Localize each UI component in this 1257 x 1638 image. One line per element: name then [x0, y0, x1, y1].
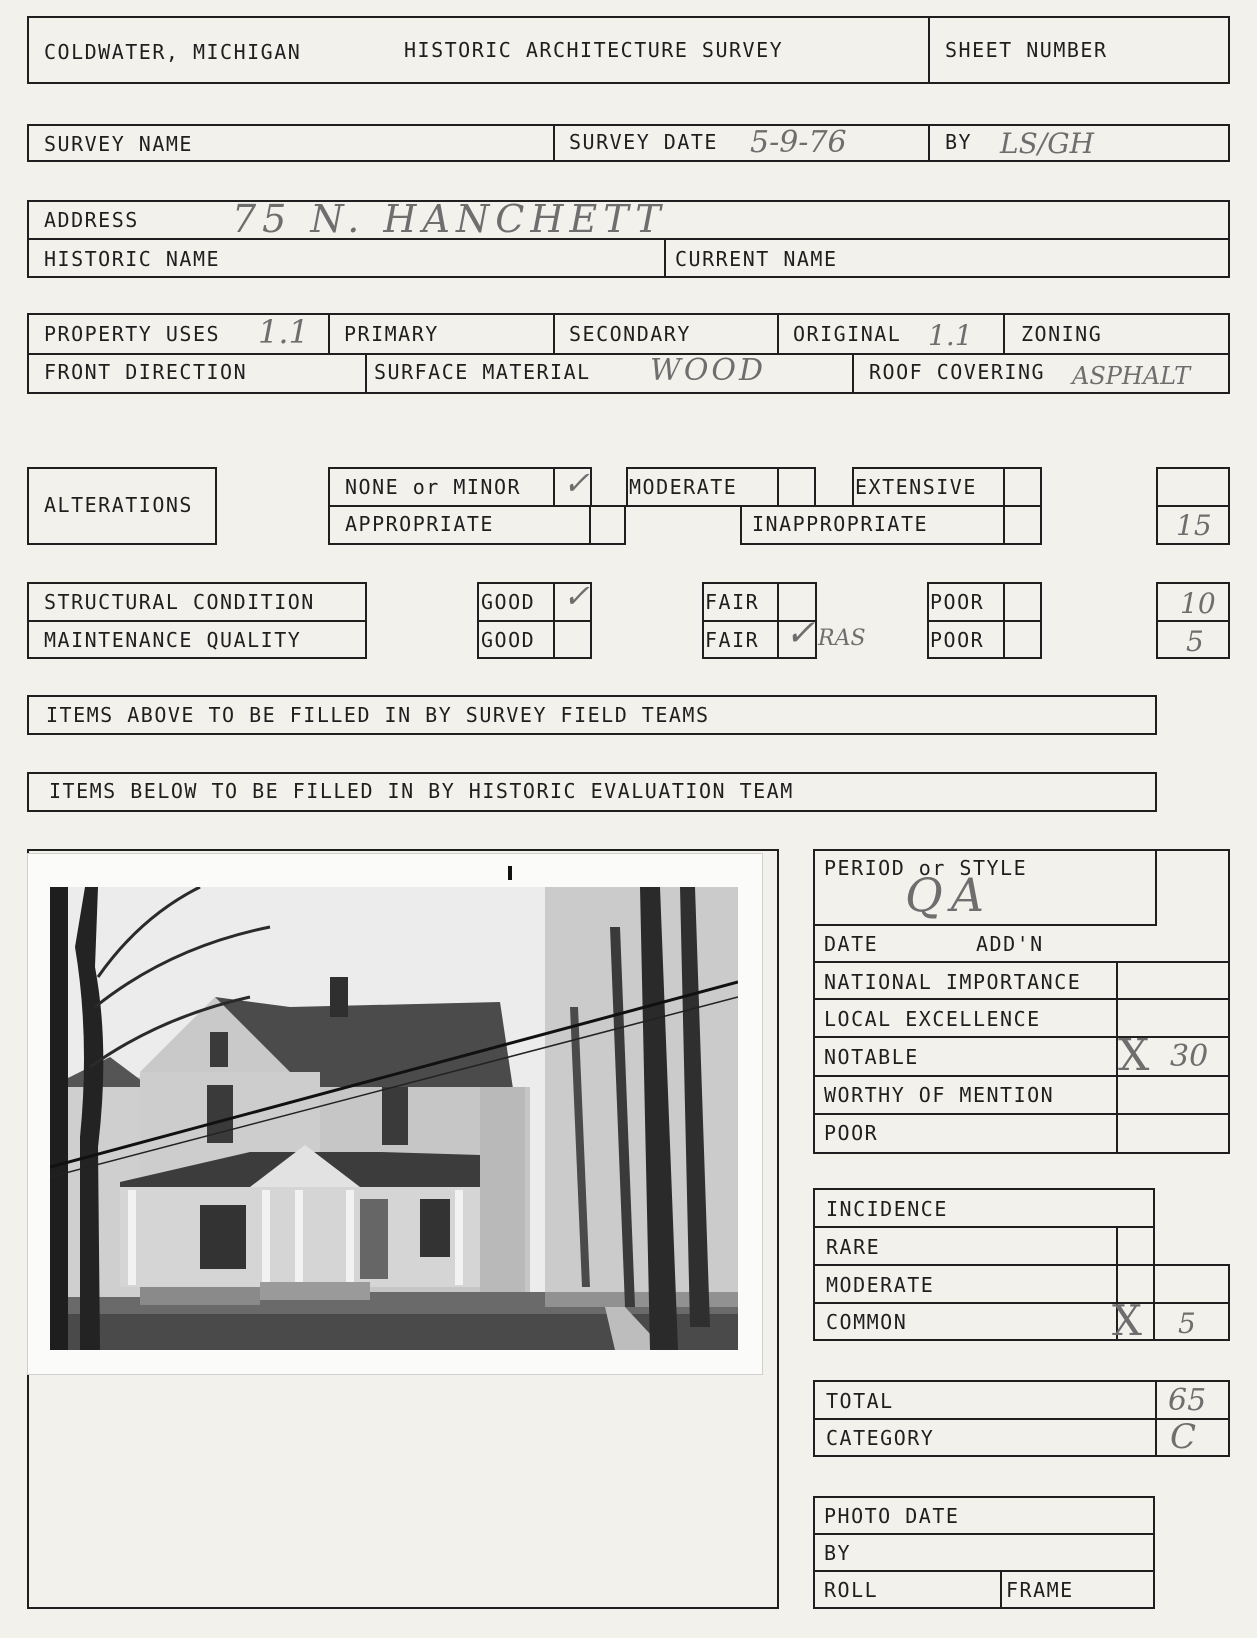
good-div-v — [553, 582, 555, 659]
survey-row-left — [27, 124, 29, 162]
condition-label-div — [27, 620, 367, 622]
survey-row-bottom — [27, 160, 1230, 162]
eval-poor-label: POOR — [824, 1121, 879, 1145]
alt-appropriate-check-div — [589, 505, 591, 545]
note-below: ITEMS BELOW TO BE FILLED IN BY HISTORIC EVALUATION TEAM — [49, 779, 794, 803]
condition-score-div — [1156, 620, 1230, 622]
structural-poor-label: POOR — [930, 590, 985, 614]
maintenance-poor-label: POOR — [930, 628, 985, 652]
survey-row-right — [1228, 124, 1230, 162]
inc-div-3 — [813, 1302, 1230, 1304]
inc-div-1 — [813, 1226, 1155, 1228]
house-photo — [50, 887, 738, 1350]
inc-div-4 — [813, 1339, 1230, 1341]
structural-fair-label: FAIR — [705, 590, 760, 614]
note-below-right — [1155, 772, 1157, 812]
inc-score-right — [1228, 1264, 1230, 1341]
alt-moderate-check-div — [777, 467, 779, 507]
secondary-label: SECONDARY — [569, 322, 691, 346]
alt-appropriate-label: APPROPRIATE — [345, 512, 494, 536]
rare-label: RARE — [826, 1235, 881, 1259]
category-value[interactable]: C — [1170, 1417, 1197, 1457]
photo-info-roll-frame-div — [1000, 1570, 1002, 1609]
note-above: ITEMS ABOVE TO BE FILLED IN BY SURVEY FIELD TEAMS — [46, 703, 710, 727]
eval-div-5 — [813, 1075, 1230, 1077]
notable-score[interactable]: 30 — [1170, 1039, 1209, 1074]
eval-div-3 — [813, 998, 1230, 1000]
survey-name-label: SURVEY NAME — [44, 132, 193, 156]
alt-none-minor-check-div — [553, 467, 555, 507]
alterations-score[interactable]: 15 — [1176, 509, 1212, 542]
alt-inappropriate-check-div — [1003, 505, 1005, 545]
maintenance-fair-label: FAIR — [705, 628, 760, 652]
evaluation-box — [813, 849, 1230, 1154]
historic-current-divider — [664, 238, 666, 278]
note-above-bottom — [27, 733, 1157, 735]
property-div-2 — [553, 313, 555, 353]
maintenance-fair-note: RAS — [818, 626, 866, 651]
poor-div-v — [1003, 582, 1005, 659]
property-div-1 — [328, 313, 330, 353]
total-value[interactable]: 65 — [1168, 1383, 1207, 1418]
maintenance-score[interactable]: 5 — [1186, 625, 1204, 658]
survey-by-label: BY — [945, 130, 973, 154]
property-divider — [27, 353, 1230, 355]
roll-label: ROLL — [824, 1578, 879, 1602]
structural-score[interactable]: 10 — [1180, 587, 1216, 620]
original-label: ORIGINAL — [793, 322, 902, 346]
common-label: COMMON — [826, 1310, 908, 1334]
common-score[interactable]: 5 — [1178, 1307, 1196, 1340]
date-label: DATE — [824, 932, 879, 956]
roof-covering-value[interactable]: ASPHALT — [1072, 362, 1191, 390]
roof-covering-label: ROOF COVERING — [869, 360, 1046, 384]
maintenance-fair-check[interactable]: ✓ — [785, 613, 816, 654]
structural-good-label: GOOD — [481, 590, 536, 614]
property-div-3 — [777, 313, 779, 353]
note-above-top — [27, 695, 1157, 697]
surface-material-value[interactable]: WOOD — [650, 353, 767, 388]
poor-div-h — [927, 620, 1042, 622]
alt-extensive-label: EXTENSIVE — [855, 475, 977, 499]
incidence-label: INCIDENCE — [826, 1197, 948, 1221]
photo-mount-mark — [508, 866, 512, 880]
addn-label: ADD'N — [976, 932, 1044, 956]
survey-by-value[interactable]: LS/GH — [1000, 127, 1094, 160]
fair-div-v — [777, 582, 779, 659]
total-label: TOTAL — [826, 1389, 894, 1413]
period-style-label: PERIOD or STYLE — [824, 856, 1028, 880]
header-divider — [928, 16, 930, 84]
notable-label: NOTABLE — [824, 1045, 919, 1069]
original-value[interactable]: 1.1 — [928, 319, 973, 352]
period-style-value[interactable]: QA — [905, 868, 992, 922]
survey-row-top — [27, 124, 1230, 126]
alt-moderate-label: MODERATE — [629, 475, 738, 499]
inc-div-2 — [813, 1264, 1230, 1266]
good-div-h — [477, 620, 592, 622]
survey-title: HISTORIC ARCHITECTURE SURVEY — [404, 38, 784, 62]
eval-div-1 — [813, 924, 1155, 926]
local-excellence-label: LOCAL EXCELLENCE — [824, 1007, 1041, 1031]
structural-condition-label: STRUCTURAL CONDITION — [44, 590, 315, 614]
eval-div-4 — [813, 1036, 1230, 1038]
note-above-right — [1155, 695, 1157, 735]
totals-div — [813, 1418, 1230, 1420]
alt-none-minor-label: NONE or MINOR — [345, 475, 522, 499]
photo-info-div-1 — [813, 1533, 1155, 1535]
eval-right-col — [1155, 849, 1157, 926]
property-div-4 — [1003, 313, 1005, 353]
alt-extensive-check-div — [1003, 467, 1005, 507]
city-label: COLDWATER, MICHIGAN — [44, 40, 302, 64]
common-mark[interactable]: X — [1112, 1296, 1142, 1345]
address-value[interactable]: 75 N. HANCHETT — [232, 197, 667, 241]
survey-date-label: SURVEY DATE — [569, 130, 718, 154]
primary-label: PRIMARY — [344, 322, 439, 346]
note-below-left — [27, 772, 29, 812]
property-uses-value[interactable]: 1.1 — [258, 313, 309, 351]
survey-row-div1 — [553, 124, 555, 162]
front-direction-label: FRONT DIRECTION — [44, 360, 248, 384]
property-div-5 — [365, 353, 367, 394]
alterations-score-div — [1156, 505, 1230, 507]
house-photo-drawing — [50, 887, 738, 1350]
alt-none-minor-check[interactable]: ✓ — [563, 464, 590, 502]
national-importance-label: NATIONAL IMPORTANCE — [824, 970, 1082, 994]
property-uses-label: PROPERTY USES — [44, 322, 221, 346]
survey-row-div2 — [928, 124, 930, 162]
structural-good-check[interactable]: ✓ — [563, 577, 590, 615]
worthy-of-mention-label: WORTHY OF MENTION — [824, 1083, 1055, 1107]
alt-inappropriate-label: INAPPROPRIATE — [752, 512, 929, 536]
category-label: CATEGORY — [826, 1426, 935, 1450]
maintenance-good-label: GOOD — [481, 628, 536, 652]
photo-info-div-2 — [813, 1570, 1155, 1572]
notable-mark[interactable]: X — [1118, 1030, 1150, 1081]
note-below-top — [27, 772, 1157, 774]
historic-name-label: HISTORIC NAME — [44, 247, 221, 271]
eval-div-6 — [813, 1113, 1230, 1115]
photo-by-label: BY — [824, 1541, 852, 1565]
current-name-label: CURRENT NAME — [675, 247, 838, 271]
alterations-label: ALTERATIONS — [44, 493, 193, 517]
zoning-label: ZONING — [1021, 322, 1103, 346]
eval-div-2 — [813, 961, 1230, 963]
maintenance-quality-label: MAINTENANCE QUALITY — [44, 628, 302, 652]
survey-date-value[interactable]: 5-9-76 — [750, 125, 847, 160]
note-above-left — [27, 695, 29, 735]
totals-col — [1155, 1380, 1157, 1457]
sheet-number-label: SHEET NUMBER — [945, 38, 1108, 62]
property-div-6 — [852, 353, 854, 394]
note-below-bottom — [27, 810, 1157, 812]
photo-date-label: PHOTO DATE — [824, 1504, 960, 1528]
address-label: ADDRESS — [44, 208, 139, 232]
inc-moderate-label: MODERATE — [826, 1273, 935, 1297]
frame-label: FRAME — [1006, 1578, 1074, 1602]
surface-material-label: SURFACE MATERIAL — [374, 360, 591, 384]
